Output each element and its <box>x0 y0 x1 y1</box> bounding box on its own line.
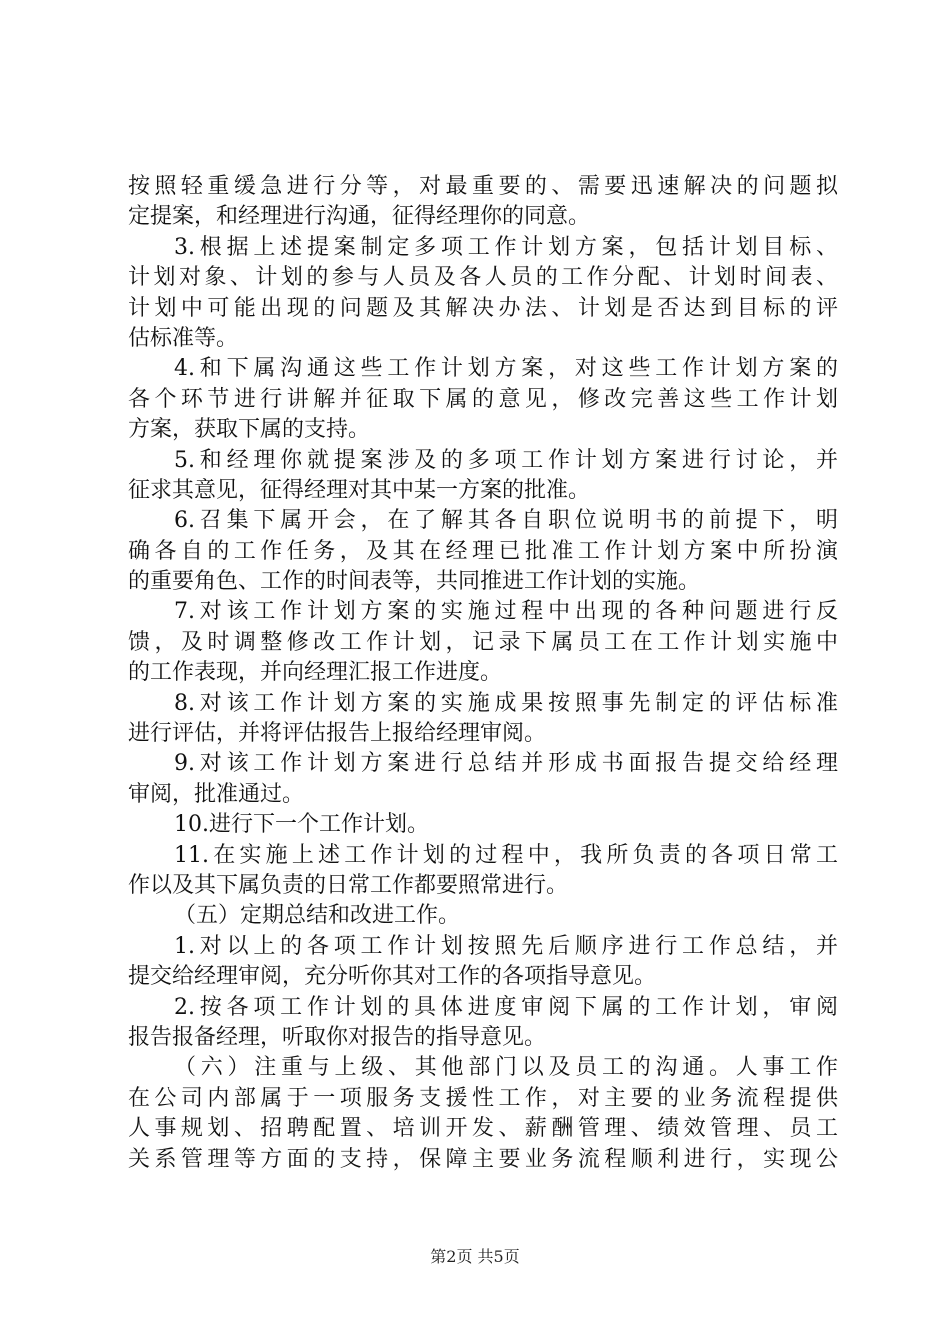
text-line: 报告报备经理，听取你对报告的指导意见。 <box>128 1024 547 1050</box>
text-line: 9.对该工作计划方案进行总结并形成书面报告提交给经理 <box>174 751 838 777</box>
page-footer: 第2页 共5页 <box>430 1247 520 1266</box>
text-line: 方案，获取下属的支持。 <box>128 417 371 443</box>
text-line: 各个环节进行讲解并征取下属的意见，修改完善这些工作计划 <box>128 386 838 412</box>
text-line: 定提案，和经理进行沟通，征得经理你的同意。 <box>128 204 591 230</box>
text-line: 在公司内部属于一项服务支援性工作，对主要的业务流程提供 <box>128 1085 838 1111</box>
text-line: 的重要角色、工作的时间表等，共同推进工作计划的实施。 <box>128 569 701 595</box>
text-line: 计划中可能出现的问题及其解决办法、计划是否达到目标的评 <box>128 295 838 321</box>
text-line: 估标准等。 <box>128 325 239 351</box>
text-line: （五）定期总结和改进工作。 <box>174 903 461 929</box>
text-line: 关系管理等方面的支持，保障主要业务流程顺利进行，实现公 <box>128 1146 838 1172</box>
text-line: （六）注重与上级、其他部门以及员工的沟通。人事工作 <box>174 1055 838 1081</box>
text-line: 按照轻重缓急进行分等，对最重要的、需要迅速解决的问题拟 <box>128 174 838 199</box>
text-line: 进行评估，并将评估报告上报给经理审阅。 <box>128 721 547 747</box>
text-line: 确各自的工作任务，及其在经理已批准工作计划方案中所扮演 <box>128 538 838 564</box>
text-line: 8.对该工作计划方案的实施成果按照事先制定的评估标准 <box>174 690 838 716</box>
text-line: 4.和下属沟通这些工作计划方案，对这些工作计划方案的 <box>174 356 838 382</box>
text-line: 审阅，批准通过。 <box>128 781 305 807</box>
text-line: 提交给经理审阅，充分听你其对工作的各项指导意见。 <box>128 964 657 990</box>
text-line: 10.进行下一个工作计划。 <box>174 812 429 838</box>
text-line: 馈，及时调整修改工作计划，记录下属员工在工作计划实施中 <box>128 629 838 655</box>
text-line: 征求其意见，征得经理对其中某一方案的批准。 <box>128 477 591 503</box>
text-line: 作以及其下属负责的日常工作都要照常进行。 <box>128 872 569 898</box>
text-line: 7.对该工作计划方案的实施过程中出现的各种问题进行反 <box>174 599 838 625</box>
text-line: 2.按各项工作计划的具体进度审阅下属的工作计划，审阅 <box>174 994 838 1020</box>
text-line: 11.在实施上述工作计划的过程中，我所负责的各项日常工 <box>174 842 838 868</box>
text-line: 6.召集下属开会，在了解其各自职位说明书的前提下，明 <box>174 508 838 534</box>
document-body <box>128 172 838 1175</box>
text-line: 3.根据上述提案制定多项工作计划方案，包括计划目标、 <box>174 234 838 260</box>
text-line: 人事规划、招聘配置、培训开发、薪酬管理、绩效管理、员工 <box>128 1116 838 1142</box>
text-line: 计划对象、计划的参与人员及各人员的工作分配、计划时间表、 <box>128 265 838 291</box>
text-line: 的工作表现，并向经理汇报工作进度。 <box>128 660 503 686</box>
text-line: 5.和经理你就提案涉及的多项工作计划方案进行讨论，并 <box>174 447 838 473</box>
text-line: 1.对以上的各项工作计划按照先后顺序进行工作总结，并 <box>174 933 838 959</box>
